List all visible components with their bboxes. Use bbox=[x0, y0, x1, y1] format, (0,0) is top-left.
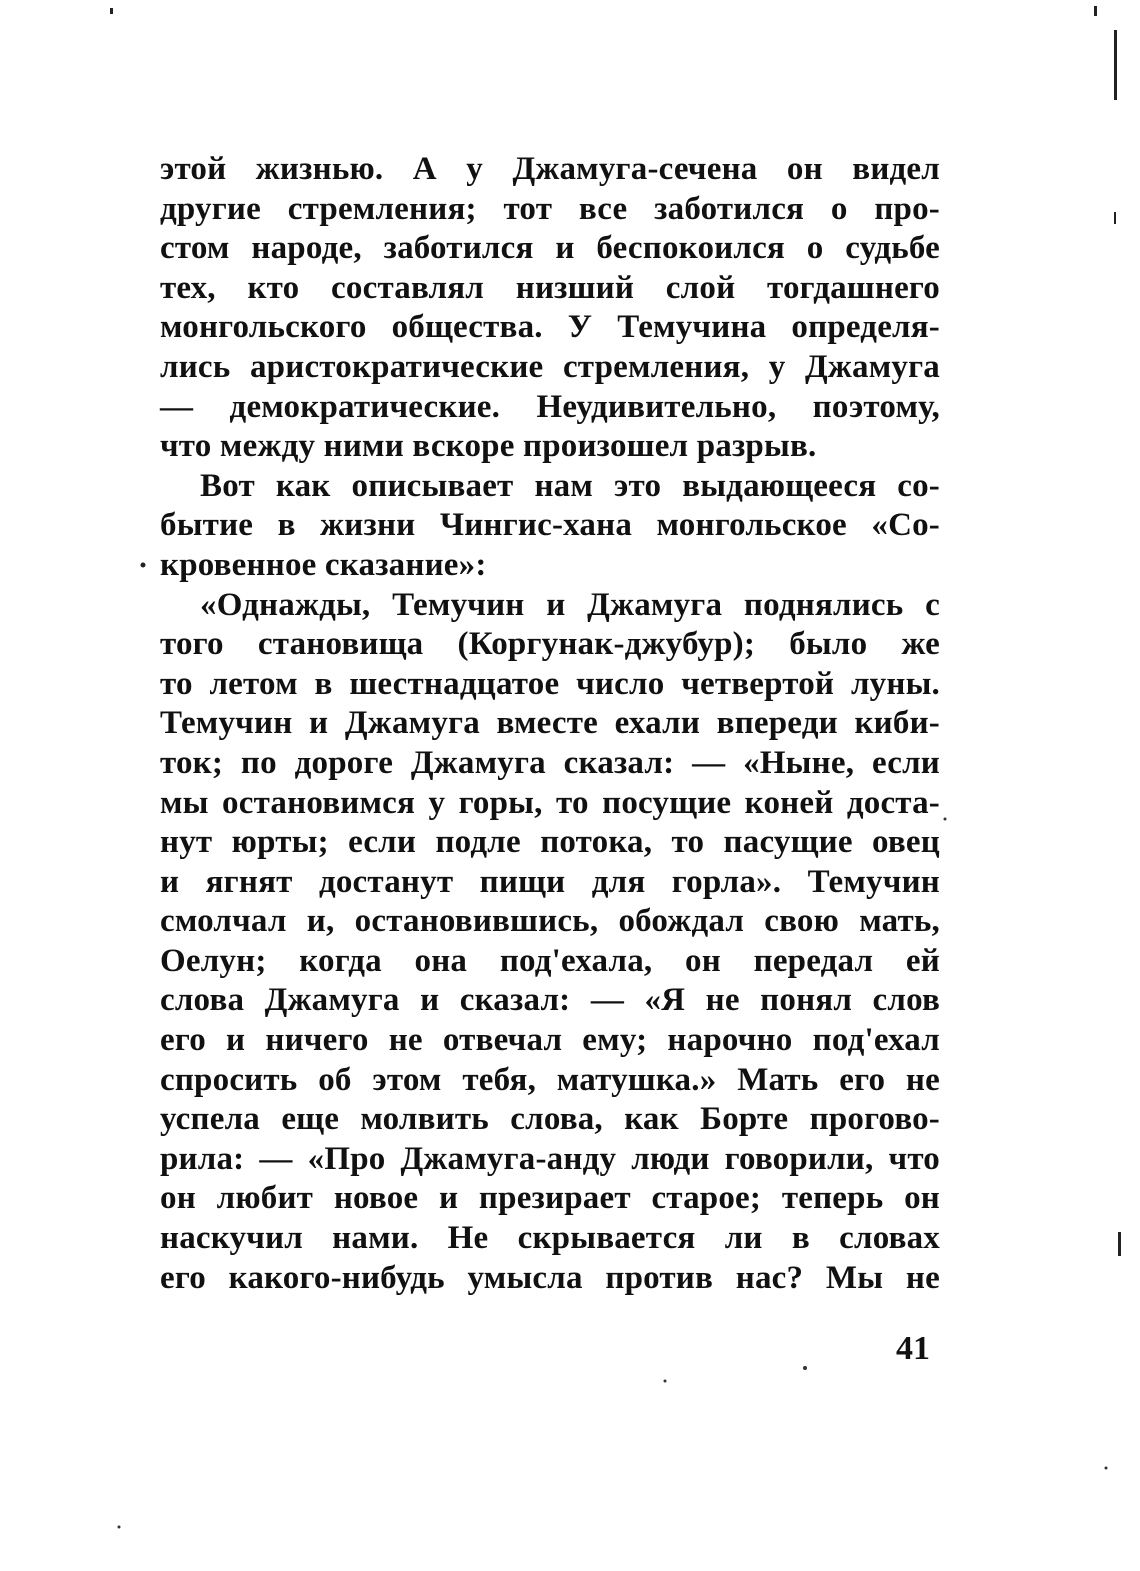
text-line: слова Джамуга и сказал: — «Я не понял слов bbox=[160, 982, 940, 1019]
text-line: того становища (Коргунак-джубур); было же bbox=[160, 626, 940, 663]
paragraph-start-line: «Однажды, Темучин и Джамуга поднялись с bbox=[200, 586, 940, 623]
text-line: он любит новое и презирает старое; теперь он bbox=[160, 1180, 940, 1217]
text-line: нут юрты; если подле потока, то пасущие овец bbox=[160, 824, 940, 861]
text-line: тех, кто составлял низший слой тогдашнего bbox=[160, 269, 940, 306]
text-line: кровенное сказание»: bbox=[160, 546, 487, 583]
page-body bbox=[160, 150, 940, 1298]
text-line: успела еще молвить слова, как Борте прогово- bbox=[160, 1101, 940, 1138]
text-line: монгольского общества. У Темучина определя- bbox=[160, 309, 940, 346]
text-line: что между ними вскоре произошел разрыв. bbox=[160, 428, 817, 465]
text-line: рила: — «Про Джамуга-анду люди говорили, что bbox=[160, 1140, 940, 1177]
page-number: 41 bbox=[896, 1330, 930, 1367]
text-line: — демократические. Неудивительно, поэтому, bbox=[160, 388, 940, 425]
text-line: его и ничего не отвечал ему; нарочно под'ехал bbox=[160, 1022, 940, 1059]
text-line: лись аристократические стремления, у Джамуга bbox=[160, 348, 940, 385]
text-line: его какого-нибудь умысла против нас? Мы не bbox=[160, 1259, 940, 1296]
text-line: наскучил нами. Не скрывается ли в словах bbox=[160, 1220, 940, 1257]
text-line: Темучин и Джамуга вместе ехали впереди киби- bbox=[160, 705, 940, 742]
text-line: и ягнят достанут пищи для горла». Темучин bbox=[160, 863, 940, 900]
paragraph-start-line: Вот как описывает нам это выдающееся со- bbox=[200, 467, 940, 504]
text-line: то летом в шестнадцатое число четвертой луны. bbox=[160, 665, 940, 702]
text-line: этой жизнью. А у Джамуга-сечена он видел bbox=[160, 151, 940, 187]
text-line: стом народе, заботился и беспокоился о судьбе bbox=[160, 230, 940, 267]
text-line: ток; по дороге Джамуга сказал: — «Ныне, если bbox=[160, 744, 940, 781]
text-line: мы остановимся у горы, то посущие коней доста- bbox=[160, 784, 940, 821]
text-line: смолчал и, остановившись, обождал свою мать, bbox=[160, 903, 940, 940]
text-line: бытие в жизни Чингис-хана монгольское «Со- bbox=[160, 507, 940, 544]
text-line: другие стремления; тот все заботился о про- bbox=[160, 190, 940, 227]
text-line: спросить об этом тебя, матушка.» Мать его не bbox=[160, 1061, 940, 1098]
text-line: Оелун; когда она под'ехала, он передал ей bbox=[160, 942, 940, 979]
